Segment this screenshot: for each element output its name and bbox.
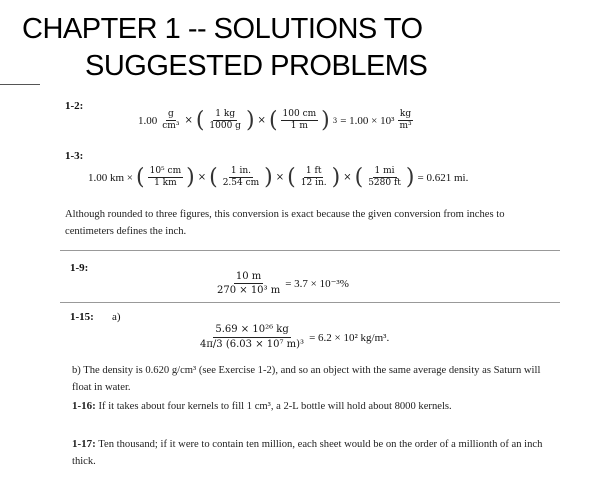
paragraph-1-16: [72, 398, 552, 415]
problem-label-1-17: 1-17:: [72, 438, 96, 450]
problem-label-1-15: 1-15:: [70, 311, 94, 323]
problem-label-1-3: 1-3:: [65, 150, 84, 162]
title-line-2: SUGGESTED PROBLEMS: [85, 50, 428, 82]
equation-1-2: 1.00 $\frac{g}{\text{cm³}}$ × ( $\frac{1 kg}{1000 g}$ ) × ( $\frac{100 cm}{1 m}$ ) 3 = 1.00 × 10³ $\frac{kg}{\text{m³}}$: [138, 108, 412, 133]
eq-1-2-exponent: 3: [332, 116, 338, 125]
eq-1-3-result: = 0.621 mi.: [417, 171, 469, 184]
eq-1-2-frac-2: $\frac{1 kg}{1000 g}$: [209, 109, 241, 131]
equation-1-3: 1.00 km × ( $\frac{\text{10⁵ cm}}{1 km}$ ) × ( $\frac{1 in.}{2.54 cm}$ ) × ( $\frac{1 ft}{12 in.}$ ) × ( $\frac{1 mi}{5280 ft}$ ) = 0.621 mi.: [88, 165, 469, 190]
eq-1-3-frac-4: $\frac{1 mi}{5280 ft}$: [368, 166, 401, 188]
paragraph-1-17: [72, 436, 552, 470]
eq-1-2-frac-3: $\frac{100 cm}{1 m}$: [282, 109, 317, 131]
eq-1-15-frac: $\frac{\text{5.69 × 10²⁶ kg}}{\text{4π/3 (6.03 × 10⁷ m)³}}$: [200, 324, 305, 350]
part-a-label: a): [112, 311, 121, 323]
title-line-1: CHAPTER 1 -- SOLUTIONS TO: [22, 13, 423, 45]
eq-1-9-frac: $\frac{10 m}{\text{270 × 10³ m}}$: [217, 271, 281, 296]
eq-1-15-result: = 6.2 × 10² kg/m³.: [309, 331, 390, 344]
problem-label-1-16: 1-16:: [72, 400, 96, 412]
four-pi-thirds: 4π/3: [200, 339, 223, 350]
eq-1-3-lead: 1.00 km ×: [88, 171, 134, 184]
eq-1-2-result: = 1.00 × 10³: [340, 114, 395, 127]
paragraph-1-15-b: b) The density is 0.620 g/cm³ (see Exercise 1-2), and so an object with the same average density as Saturn will float in water.: [72, 365, 541, 393]
eq-1-2-lead: 1.00: [138, 114, 158, 127]
problem-label-1-2: 1-2:: [65, 100, 84, 112]
divider: [60, 302, 560, 303]
scan-mark: [0, 84, 40, 85]
divider: [60, 250, 560, 251]
equation-1-9: [215, 270, 349, 297]
eq-1-3-frac-2: $\frac{1 in.}{2.54 cm}$: [222, 166, 260, 188]
eq-1-3-frac-3: $\frac{1 ft}{12 in.}$: [300, 166, 327, 188]
eq-1-15-den: (6.03 × 10⁷ m)³: [225, 339, 305, 350]
paragraph-1-3: Although rounded to three figures, this conversion is exact because the given conversion from inches to centimeters defines the inch.: [65, 209, 505, 237]
text-1-16: If it takes about four kernels to fill 1 cm³, a 2-L bottle will hold about 8000 kernels.: [98, 401, 452, 412]
text-1-17: Ten thousand; if it were to contain ten million, each sheet would be on the order of a millionth of an inch thick.: [72, 439, 543, 467]
problem-label-1-9: 1-9:: [70, 262, 89, 274]
eq-1-2-result-unit: $\frac{kg}{\text{m³}}$: [399, 109, 412, 131]
equation-1-15: [198, 323, 389, 352]
eq-1-2-frac-1: $\frac{g}{\text{cm³}}$: [162, 109, 180, 131]
eq-1-9-result: = 3.7 × 10⁻³%: [285, 278, 349, 290]
eq-1-3-frac-1: $\frac{\text{10⁵ cm}}{1 km}$: [149, 166, 182, 188]
